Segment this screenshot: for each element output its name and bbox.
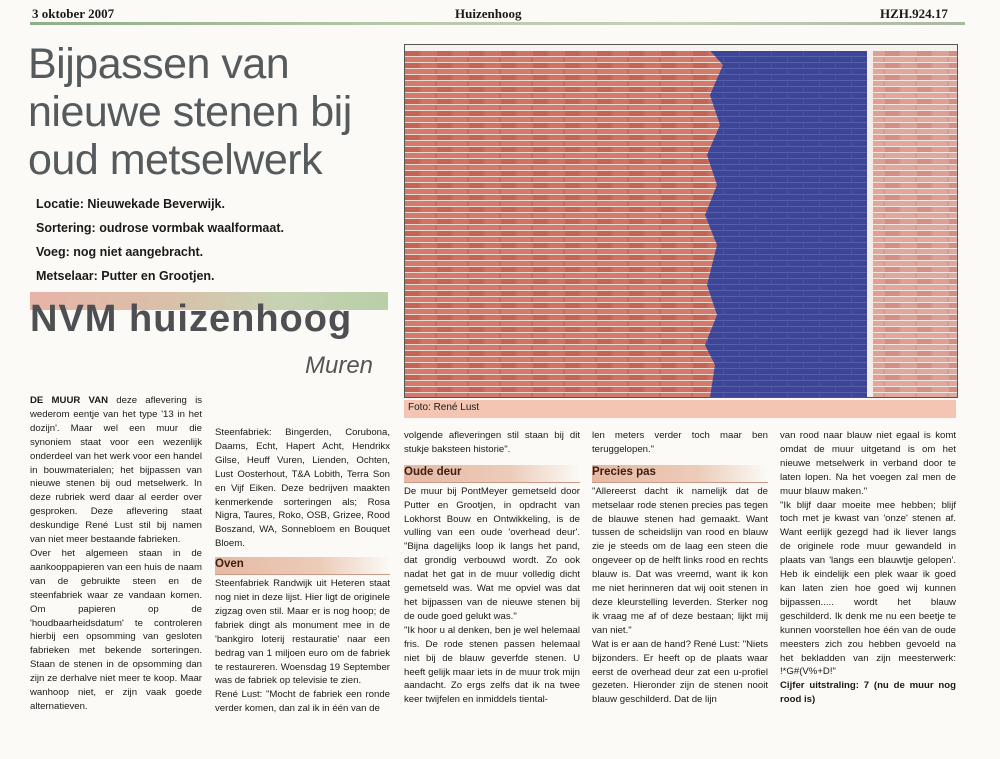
title-line: Bijpassen van (28, 40, 290, 88)
section-heading-precies-pas: Precies pas (592, 465, 768, 483)
article-column-5 (780, 429, 956, 707)
paragraph: len meters verder toch maar ben teruggelopen." (592, 430, 768, 455)
lead-in: DE MUUR VAN (30, 395, 109, 406)
title-line: oud metselwerk (28, 136, 323, 184)
article-column-4 (592, 429, 768, 707)
paragraph: De muur bij PontMeyer gemetseld door Putter en Grootjen, in opdracht van Lokhorst Bouw en Ontwikkeling, is de vulling van een oude 'overhead deur'. "Bijna dagelijks loop ik langs het pand, dat grondig verbouwd wordt. Zo ook nadat het gat in de muur volledig dicht gemetseld was. Wat me opviel was dat het bijpassen van de nieuwe stenen bij de oude goed gelukt was." (404, 485, 580, 622)
article-column-2 (215, 426, 390, 716)
paragraph: van rood naar blauw niet egaal is komt omdat de muur uitgetand is om het nieuwe metselwerk in verband door te laten lopen. Na het voegen zal men de muur blauw maken." (780, 430, 956, 497)
publication-name: Huizenhoog (455, 6, 522, 21)
paragraph: Steenfabriek Randwijk uit Heteren staat nog niet in deze lijst. Hier ligt de originele zigzag oven stil. Maar er is nog hoop; de fabriek dingt als monument mee in de 'bankgiro loterij restauratie' naar een bedrag van 1 miljoen euro om de fabriek te restaureren. Woensdag 19 September was de fabriek op televisie te zien. (215, 578, 390, 687)
meta-sorting: Sortering: oudrose vormbak waalformaat. (36, 221, 284, 235)
photo-credit: Foto: René Lust (408, 402, 480, 413)
paragraph: volgende afleveringen stil staan bij dit stukje baksteen historie". (404, 430, 580, 455)
article-title (28, 40, 388, 184)
brick-wall-photo (404, 44, 958, 398)
page-code: HZH.924.17 (880, 6, 948, 21)
section-heading-oven: Oven (215, 557, 390, 575)
paragraph: "Allereerst dacht ik namelijk dat de metselaar rode stenen precies pas tegen de blauwe stenen had gemaakt. Want tussen de scheidslijn van rood en blauw zie je steeds om de laag een steen die ongeveer op de helft links rood en rechts blauw is. Dat was vreemd, want ik kon me niet herinneren dat wij ooit stenen in deze kleurstelling leverden. Sterker nog ik vraag me af of deze bestaan; lijkt mij van niet." (592, 485, 768, 636)
paragraph: Wat is er aan de hand? René Lust: "Niets bijzonders. Er heeft op de plaats waar eerst de overhead deur zat een u-profiel gezeten. Hieronder zijn de stenen nooit blauw geschilderd. Dat de lijn (592, 638, 768, 706)
issue-date: 3 oktober 2007 (32, 6, 115, 21)
brick-wall-illustration (405, 45, 957, 397)
rubric-title: NVM huizenhoog (30, 298, 353, 340)
article-column-1 (30, 394, 202, 714)
paragraph: Over het algemeen staan in de aankooppapieren van een huis de naam van de gebruikte steen en de steenfabriek waar ze vandaan komen. Om papieren op de 'houdbaarheidsdatum' te controleren hierbij een opsomming van gesloten fabrieken met bekende sorteringen. Staan de stenen in de opsomming dan zijn ze derhalve niet meer te koop. Maar wanhoop niet, er zijn vaak goede alternatieven. (30, 547, 202, 712)
meta-location: Locatie: Nieuwekade Beverwijk. (36, 197, 225, 211)
rubric-subtitle: Muren (305, 352, 374, 379)
paragraph: "Ik blijf daar moeite mee hebben; blijf toch met je kwast van 'onze' stenen af. Want eerlijk gezegd had ik liever langs de originele rode muur gewandeld in plaats van 'langs een blauwtje gelopen'. Heb ik eindelijk een plek waar ik goed kan laten zien hoe goed wij kunnen bijpassen..... wordt het blauw geschilderd. Ik denk me nu een beetje te kunnen voorstellen hoe één van de oude meesters zich zou hebben gevoeld na het bekladden van zijn meesterwerk: !*G#(V%+D!" (780, 499, 956, 678)
header-rule (30, 22, 965, 25)
paragraph: Steenfabriek: Bingerden, Corubona, Daams, Echt, Hapert Acht, Hendrikx Gilse, Heuff Vuren, Lienden, Ochten, Lust Oosterhout, T&A Lobith, Terra Son en Vijf Eiken. Deze bedrijven maakten kenmerkende sorteringen als; Rosa Nigra, Taures, Roko, OSB, Grizee, Rood Boszand, WA, Sonnebloem en Bouquet Bloem. (215, 427, 390, 550)
meta-mason: Metselaar: Putter en Grootjen. (36, 269, 215, 283)
meta-joint: Voeg: nog niet aangebracht. (36, 245, 204, 259)
section-heading-oude-deur: Oude deur (404, 465, 580, 483)
project-details (36, 192, 396, 288)
paragraph: René Lust: "Mocht de fabriek een ronde verder komen, dan zal ik in één van de (215, 689, 390, 715)
photo-caption (404, 400, 956, 418)
title-line: nieuwe stenen bij (28, 88, 352, 136)
rating-line: Cijfer uitstraling: 7 (nu de muur nog rood is) (780, 680, 956, 706)
paragraph: "Ik hoor u al denken, ben je wel helemaal fris. De rode stenen passen helemaal niet bij de blauw geverfde stenen. U heeft gelijk maar iets in de muur trok mijn aandacht. Zo ergs zelfs dat ik na twee keer twijfelen en inmiddels tiental- (404, 624, 580, 706)
paragraph: deze aflevering is wederom eentje van het type '13 in het dozijn'. Maar wel een muur die synoniem staat voor een wezenlijk onderdeel van het werk voor een handel in bouwmaterialen; het bijpassen van nieuwe stenen bij oud metselwerk. In deze rubriek werd daar al eerder over gesproken. Deze aflevering staat deskundige René Lust stil bij namen van niet meer bestaande fabrieken. (30, 395, 203, 546)
article-column-3 (404, 429, 580, 707)
